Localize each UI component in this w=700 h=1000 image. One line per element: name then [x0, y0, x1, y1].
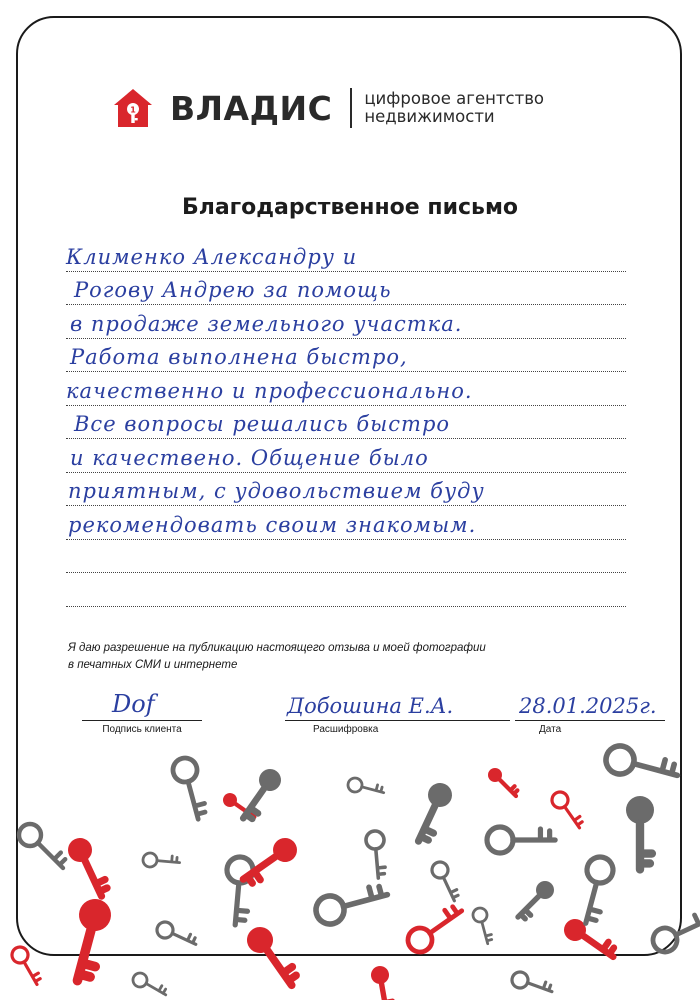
decoding-caption: Расшифровка [313, 724, 379, 735]
key-icon [45, 893, 134, 983]
decoding-field [285, 690, 510, 735]
letter-line-text: качественно и профессионально. [66, 378, 473, 403]
client-signature-caption: Подпись клиента [102, 724, 182, 735]
letter-line-text: Рогову Андрею за помощь [74, 278, 392, 302]
letter-line-text: рекомендовать своим знакомым. [68, 512, 477, 537]
letter-line [66, 372, 626, 406]
key-icon [560, 852, 632, 925]
publication-consent [68, 640, 628, 674]
key-icon [157, 754, 225, 821]
key-icon [140, 840, 181, 880]
key-icon [131, 967, 167, 1000]
consent-line-1: Я даю разрешение на публикацию настоящего отзыва и моей фотографии [68, 642, 486, 654]
letter-line [66, 573, 626, 607]
letter-line [66, 339, 626, 373]
letter-line-text: и качествено. Общение было [70, 445, 429, 470]
date-value: 28.01.2025г. [519, 694, 657, 718]
letter-line-text: Все вопросы решались быстро [74, 412, 451, 436]
letter-line [66, 305, 626, 339]
key-icon [463, 905, 502, 944]
key-icon [509, 962, 553, 1000]
key-icon [155, 914, 198, 956]
letter-line [66, 506, 626, 540]
key-icon [424, 860, 467, 902]
key-icon [406, 900, 462, 958]
letter-line [66, 473, 626, 507]
letter-line [66, 272, 626, 306]
letter-line [66, 406, 626, 440]
decorative-keys-pattern [0, 740, 700, 1000]
letter-line-text: Работа выполнена быстро, [70, 345, 408, 369]
key-icon [240, 925, 303, 986]
logo-divider [350, 88, 352, 128]
consent-line-2: в печатных СМИ и интернете [68, 659, 238, 671]
key-icon [236, 767, 287, 820]
key-icon [650, 900, 700, 964]
brand-name: ВЛАДИС [170, 88, 333, 128]
letter-line [66, 540, 626, 574]
svg-text:1: 1 [130, 105, 136, 115]
letter-line [66, 439, 626, 473]
key-icon [402, 780, 464, 844]
letter-line-text: приятным, с удовольствием буду [68, 479, 485, 503]
key-icon [345, 768, 384, 807]
key-icon [601, 740, 680, 803]
key-icon [482, 801, 557, 876]
vladis-logo [112, 86, 544, 130]
client-signature: Dof [112, 690, 155, 718]
key-icon [600, 790, 681, 871]
letter-title: Благодарственное письмо [181, 195, 519, 220]
key-icon [351, 827, 403, 879]
letter-line-text: Клименко Александру и [66, 244, 358, 269]
letter-line-text: в продаже земельного участка. [70, 311, 463, 336]
key-icon [19, 824, 65, 868]
decoding-value: Добошина Е.А. [287, 694, 454, 718]
date-caption: Дата [539, 724, 562, 735]
key-icon [548, 791, 587, 828]
tagline-line-1: цифровое агентство [364, 89, 545, 108]
key-icon [6, 945, 47, 985]
key-icon [488, 768, 517, 796]
key-icon [56, 835, 120, 897]
key-icon [518, 881, 554, 919]
letter-line [66, 238, 626, 272]
date-field [515, 690, 665, 735]
client-signature-field [82, 690, 202, 735]
house-key-icon [112, 87, 154, 129]
handwritten-lines [66, 238, 626, 607]
brand-tagline [364, 90, 544, 126]
tagline-line-2: недвижимости [364, 107, 495, 126]
key-icon [357, 962, 409, 1000]
